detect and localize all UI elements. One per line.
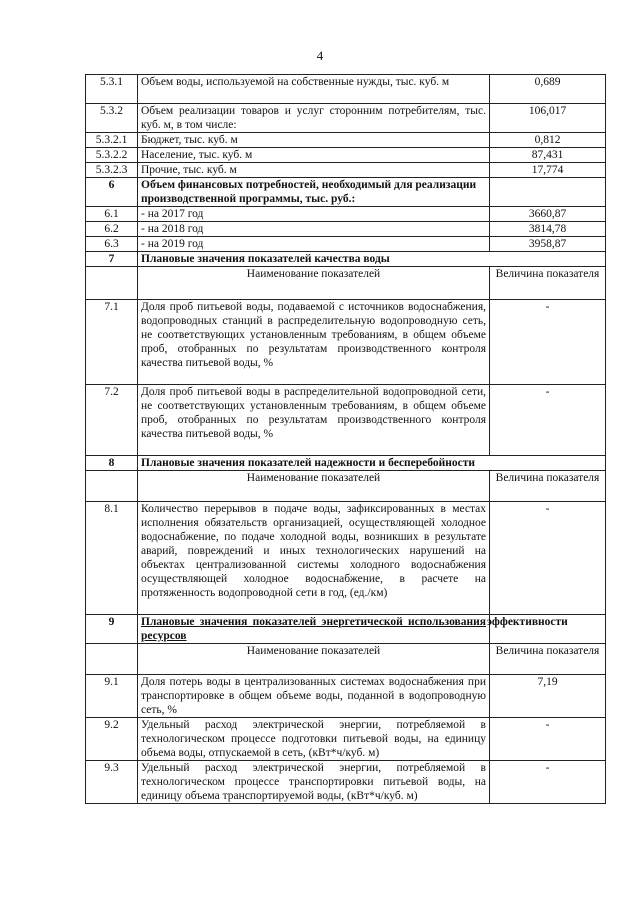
- row-text: Бюджет, тыс. куб. м: [138, 133, 490, 148]
- table-row: [86, 456, 606, 471]
- table-row: [86, 133, 606, 148]
- section-title: [138, 615, 568, 644]
- row-value: 17,774: [490, 163, 606, 178]
- section-title: Объем финансовых потребностей, необходимый для реализации производственной программы, тыс. руб.:: [138, 178, 490, 207]
- row-text: - на 2019 год: [138, 237, 490, 252]
- row-value: 0,689: [490, 75, 606, 104]
- table-header-row: [86, 644, 606, 675]
- table-row: [86, 615, 606, 644]
- row-value: 3660,87: [490, 207, 606, 222]
- row-value: -: [490, 502, 606, 615]
- row-number: 9.3: [86, 761, 138, 804]
- row-number: 6.3: [86, 237, 138, 252]
- section-number: 8: [86, 456, 138, 471]
- row-value: 3814,78: [490, 222, 606, 237]
- row-number: 5.3.2: [86, 104, 138, 133]
- header-indicator-value: Величина показателя: [490, 644, 606, 675]
- row-number: 5.3.1: [86, 75, 138, 104]
- row-value: -: [490, 718, 606, 761]
- row-text: Количество перерывов в подаче воды, зафиксированных в местах исполнения обязательств организацией, осуществляющей холодное водоснабжение, по подаче холодной воды, возникших в результате аварий, повреждений и иных технологических нарушений на объектах централизованной системы холодного водоснабжения осуществляющей холодное водоснабжение, в расчете на протяженность водопроводной сети в год, (ед./км): [138, 502, 490, 615]
- row-value: -: [490, 300, 606, 385]
- header-indicator-name: Наименование показателей: [138, 471, 490, 502]
- row-number: 6.1: [86, 207, 138, 222]
- header-indicator-name: Наименование показателей: [138, 267, 490, 300]
- empty-cell: [86, 267, 138, 300]
- row-value: 7,19: [490, 675, 606, 718]
- table-row: [86, 761, 606, 804]
- row-text: - на 2017 год: [138, 207, 490, 222]
- table-row: [86, 300, 606, 385]
- row-value: -: [490, 761, 606, 804]
- empty-cell: [490, 178, 606, 207]
- row-value: -: [490, 385, 606, 456]
- table-row: [86, 385, 606, 456]
- table-row: [86, 75, 606, 104]
- header-indicator-value: Величина показателя: [490, 471, 606, 502]
- table-row: [86, 502, 606, 615]
- table-row: [86, 675, 606, 718]
- section-number: 6: [86, 178, 138, 207]
- row-text: Доля потерь воды в централизованных системах водоснабжения при транспортировке в общем объеме воды, поданной в водопроводную сеть, %: [138, 675, 490, 718]
- row-number: 9.2: [86, 718, 138, 761]
- header-indicator-value: Величина показателя: [490, 267, 606, 300]
- row-value: 3958,87: [490, 237, 606, 252]
- row-number: 7.1: [86, 300, 138, 385]
- row-number: 5.3.2.2: [86, 148, 138, 163]
- row-value: 0,812: [490, 133, 606, 148]
- page-number: 4: [316, 48, 324, 63]
- row-number: 8.1: [86, 502, 138, 615]
- empty-cell: [86, 471, 138, 502]
- row-text: Доля проб питьевой воды в распределительной водопроводной сети, не соответствующих установленным требованиям, в общем объеме проб, отобранных по результатам производственного контроля качества питьевой воды, %: [138, 385, 490, 456]
- row-value: 106,017: [490, 104, 606, 133]
- section-title: Плановые значения показателей качества воды: [138, 252, 606, 267]
- row-text: Население, тыс. куб. м: [138, 148, 490, 163]
- row-number: 5.3.2.3: [86, 163, 138, 178]
- row-number: 5.3.2.1: [86, 133, 138, 148]
- row-number: 6.2: [86, 222, 138, 237]
- row-text: - на 2018 год: [138, 222, 490, 237]
- table-row: [86, 718, 606, 761]
- row-text: Удельный расход электрической энергии, потребляемой в технологическом процессе подготовки питьевой воды, на единицу объема воды, отпускаемой в сеть, (кВт*ч/куб. м): [138, 718, 490, 761]
- row-text: Объем воды, используемой на собственные нужды, тыс. куб. м: [138, 75, 490, 104]
- table-header-row: [86, 471, 606, 502]
- table-row: [86, 148, 606, 163]
- section-number: 7: [86, 252, 138, 267]
- row-number: 9.1: [86, 675, 138, 718]
- table-row: [86, 222, 606, 237]
- table-row: [86, 163, 606, 178]
- header-indicator-name: Наименование показателей: [138, 644, 490, 675]
- section-number: 9: [86, 615, 138, 644]
- table-row: [86, 178, 606, 207]
- table-row: [86, 237, 606, 252]
- section-title-text: Плановые значения показателей энергетической использования ресурсов: [141, 616, 486, 642]
- row-number: 7.2: [86, 385, 138, 456]
- table-row: [86, 104, 606, 133]
- indicators-table: [85, 74, 606, 804]
- table-row: [86, 252, 606, 267]
- row-text: Удельный расход электрической энергии, потребляемой в технологическом процессе транспортировки питьевой воды, на единицу объема транспортируемой воды, (кВт*ч/куб. м): [138, 761, 490, 804]
- row-text: Прочие, тыс. куб. м: [138, 163, 490, 178]
- section-title-end: эффективности: [487, 616, 568, 628]
- row-text: Доля проб питьевой воды, подаваемой с источников водоснабжения, водопроводных станций в распределительную водопроводную сеть, не соответствующих установленным требованиям, в общем объеме проб, отобранных по результатам производственного контроля качества питьевой воды, %: [138, 300, 490, 385]
- row-text: Объем реализации товаров и услуг сторонним потребителям, тыс. куб. м, в том числе:: [138, 104, 490, 133]
- section-title: Плановые значения показателей надежности и бесперебойности: [138, 456, 606, 471]
- table-header-row: [86, 267, 606, 300]
- row-value: 87,431: [490, 148, 606, 163]
- empty-cell: [86, 644, 138, 675]
- table-row: [86, 207, 606, 222]
